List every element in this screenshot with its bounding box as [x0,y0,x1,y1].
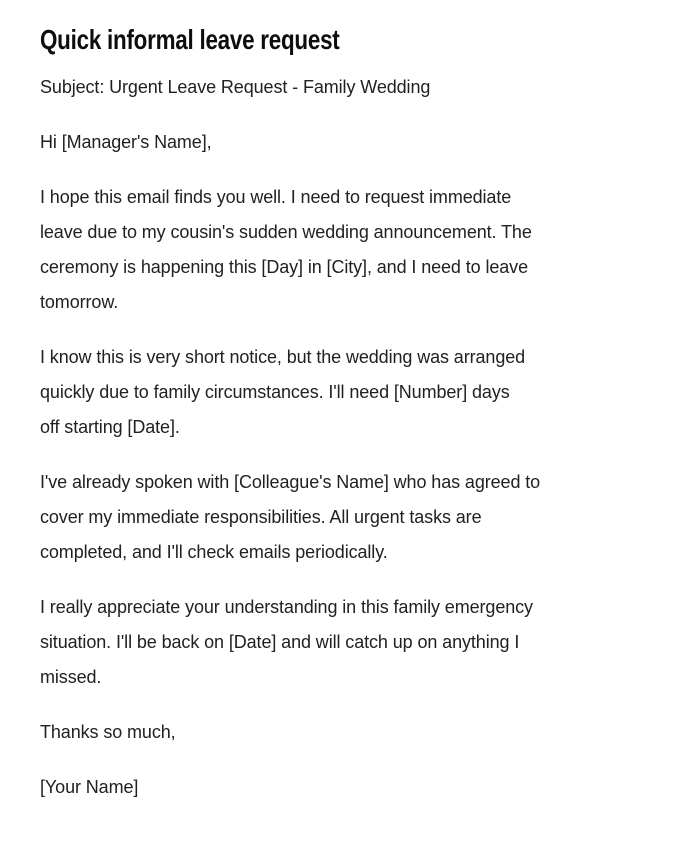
signature-line [40,770,660,805]
paragraph-line: tomorrow. [40,292,119,312]
body-paragraph [40,180,660,320]
body-paragraph [40,465,660,570]
paragraph-line: leave due to my cousin's sudden wedding announcement. The [40,222,532,242]
paragraph-line: missed. [40,667,102,687]
subject-line [40,70,660,105]
closing-text: Thanks so much, [40,722,176,742]
paragraph-line: ceremony is happening this [Day] in [City], and I need to leave [40,257,528,277]
paragraph-line: I hope this email finds you well. I need to request immediate [40,187,512,207]
greeting-line [40,125,660,160]
greeting-text: Hi [Manager's Name], [40,132,212,152]
body-paragraph [40,590,660,695]
paragraph-line: completed, and I'll check emails periodically. [40,542,388,562]
paragraph-line: off starting [Date]. [40,417,180,437]
paragraph-line: quickly due to family circumstances. I'll need [Number] days [40,382,510,402]
paragraph-line: I've already spoken with [Colleague's Name] who has agreed to [40,472,541,492]
paragraph-line: situation. I'll be back on [Date] and will catch up on anything I [40,632,520,652]
paragraph-line: cover my immediate responsibilities. All urgent tasks are [40,507,482,527]
paragraph-line: I really appreciate your understanding in this family emergency [40,597,533,617]
body-paragraph [40,340,660,445]
paragraph-line: I know this is very short notice, but the wedding was arranged [40,347,526,367]
closing-line [40,715,660,750]
signature-text: [Your Name] [40,777,139,797]
page-title: Quick informal leave request [40,24,340,55]
subject-line-text: Subject: Urgent Leave Request - Family Wedding [40,77,431,97]
